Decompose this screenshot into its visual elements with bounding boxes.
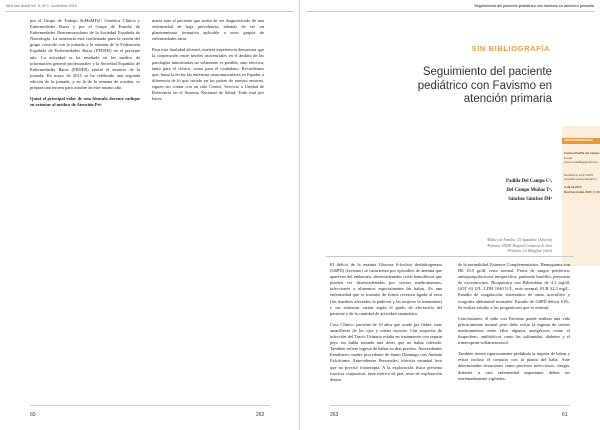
left-col1-paragraph-1: por el Grupo de Trabajo SoMaMFyC Genética Clínica y Enfermedades Raras y por el Grupo de Estudio de Enfermedades Neuromusculares de la Sociedad Española de Neurología. La asistencia está confirmada pues la sesión del grupo coincide con la jornada y la reunión de la Federación Española de Enfermedades Raras (FEDER) en el presente año. La actividad se ha reseñado en los medios de información general profesionales y la Sociedad Española de Enfermedades Raras (FEDER) emitió el anuncio de la jornada. En mayo de 2015 se ha celebrado una segunda edición de la jornada, y en la de la semana de octubre, se prepara una tercera para octubre de este mismo año. bbox=[30, 18, 140, 91]
author-list bbox=[412, 177, 552, 204]
left-footer-rule bbox=[30, 405, 270, 406]
right-col2-paragraph-1: de la normalidad. Estrenos Complementarios: Hemograma con Hb 10.5 gr/dl, resto normal. Frotis de sangre periférica: anisopoiquilocitosis inespecífica, punteado basófilo, presencia de excentrocitos. Bioquímica con Bilirrubina de 4.1 mg/dl, GOT 63 U/L, LDH 1040 U/L, resto normal. PCR 32,3 mg/L. Estudio de coagulación, sistemático de orina, urocultivo y ecografía abdominal normales. Estudio de G6PD déficit 61%. Se realiza estudio a los progenitores que es normal. bbox=[458, 262, 570, 310]
author-1: Padilla Del Campo C¹, bbox=[506, 179, 552, 184]
affiliation-2: ²Pediatra. HOSP. Hospital Comarcal de Jaén bbox=[486, 243, 552, 248]
right-page-number: 61 bbox=[562, 412, 568, 418]
abstract-top-rule bbox=[326, 256, 574, 257]
author-3: Sánchez Sánchez IM³ bbox=[508, 197, 552, 202]
left-running-head: Med fam Andal Vol. 8, Nº 1, noviembre 2015 bbox=[6, 4, 77, 8]
section-tag: SIN BIBLIOGRAFÍA bbox=[471, 44, 550, 53]
right-col1-paragraph-2: Caso Clínico: paciente de 10 años que acude por fiebre, tinte amarillento de los ojos y orinas oscuras. Con sospecha de infección del Tracto Urinario estaba en tratamiento con septrin pero sin habla tomado una dosis que no había tolerado. También refiere ingesta de habas en días previos. Antecedentes Familiares: madre procedente de Santo Domingo con Anemia Falciforme. Antecedentes Personales: ictericia neonatal leve que no precisó fototerapia. A la exploración física presenta ictericia conjuntival, tinte ictérico de piel, resto de exploración dentro bbox=[330, 321, 442, 382]
right-footer-rule bbox=[330, 405, 570, 406]
left-page-number: 60 bbox=[30, 412, 36, 418]
left-header-rule bbox=[6, 11, 294, 12]
sidebar-line-2: E-mail: carmen.padilla@gmail.com bbox=[564, 156, 598, 164]
left-col2-paragraph-1: maria ante el paciente que acaba de ser diagnosticado de una enfermedad de baja prevalencia, además de ser un planteamiento formativo aplicable a otros grupos de enfermedades raras. bbox=[152, 18, 264, 42]
left-column-2 bbox=[152, 18, 264, 107]
right-page-number-left: 263 bbox=[330, 412, 339, 418]
title-block bbox=[300, 14, 600, 254]
sidebar-line-5: el 28-10-2015 bbox=[564, 185, 582, 189]
sidebar-line-1: Carmen Padilla del Campo bbox=[564, 151, 600, 155]
affiliation-1: ¹Médico de Familia. CS Aguadulce (Almería) bbox=[486, 238, 552, 242]
left-column-1 bbox=[30, 18, 140, 113]
left-col1-paragraph-2: Quizá el principal valor de esta fórmula docente radique en orientar al médico de Atención Pri- bbox=[30, 96, 140, 108]
right-col2-paragraph-3: También tienen rigurosamente prohibida la ingesta de habas y evitar incluso el contacto con la planta del haba. Ante determinadas situaciones como procesos infecciosos, cirugía, diabetes u otra enfermedad importante deben ser extremadamente vigilados. bbox=[458, 351, 570, 381]
affiliation-3: ³Pediatra. CS Mengíbar (Jaén) bbox=[507, 249, 552, 254]
left-page-number-right: 262 bbox=[256, 412, 265, 418]
right-col2-paragraph-2: Conclusiones: el niño con Favismo puede realizar una vida prácticamente normal pero debe evitar la ingesta de ciertos medicamentos entre ellos algunos analgésicos como el ibuprofeno, antibióticos como las sulfamidas, diabetes y el trimetoprim-sulfametoxazol. bbox=[458, 315, 570, 346]
right-col1-paragraph-1: El déficit de la enzima Glucosa 6-fosfato deshidrogenasa (G6PD) (favismo) se caracteriza por episodios de anemia que aparecen del embarazo, desencadenados crisis hemolíticas que pueden ser desencadenadas por ciertos medicamentos, infecciones o alimentos especialmente las habas. Es una enfermedad que se trasmite de forma recesiva ligada al sexo (los hombres afectados la padecen y las mujeres la transmiten) y sus síntomas varían según el grado de afectación del paciente y de la cantidad de actividad enzimática. bbox=[330, 262, 442, 316]
sidebar-heading: CORRESPONDENCIA bbox=[564, 138, 593, 142]
article-title: Seguimiento del paciente pediátrico con Favismo en atención primaria bbox=[417, 66, 552, 105]
sidebar-line-6: Med fam Andal. 2015; 1: 60 bbox=[564, 190, 600, 194]
right-header-rule bbox=[306, 11, 594, 12]
author-2: Del Campo Muñoz T², bbox=[506, 188, 552, 193]
right-column-1 bbox=[330, 262, 442, 388]
right-running-head: Seguimiento del paciente pediátrico con favismo en atención primaria bbox=[474, 4, 594, 8]
left-col2-paragraph-2: Para esta finalidad alcanzó, nuestra experiencia demuestra que la cooperación entre niveles asistenciales en el ámbito de las patologías minoritarias no solamente es posible, sino efectiva, tanto para el clínico, como para el ciudadano. Recordemos que, hasta la fecha, las enfermas neuromusculares en España, a diferencia de lo que sucede en los países de nuestro entorno, siguen sin contar con un sólo Centro, Servicio o Unidad de Referencia en el Sistema Nacional de Salud. Todo está por hacer. bbox=[152, 47, 264, 102]
sidebar-line-4: Recibido el 14-07-2015; aceptado para publicación bbox=[564, 173, 597, 181]
right-page bbox=[300, 0, 600, 430]
correspondence-sidebar bbox=[562, 126, 600, 266]
affiliation-list bbox=[412, 238, 552, 255]
right-column-2 bbox=[458, 262, 570, 387]
